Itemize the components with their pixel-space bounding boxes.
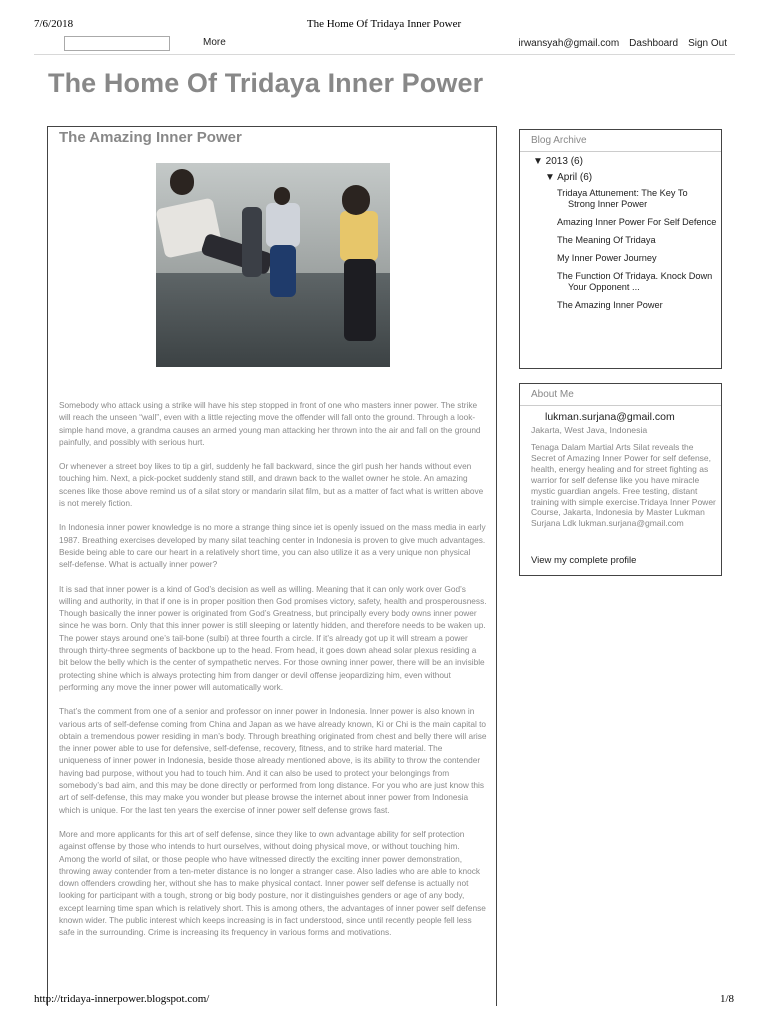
post-container [47,126,497,1006]
archive-post-link[interactable]: The Meaning Of Tridaya [557,235,656,245]
blog-archive-widget [519,129,722,369]
photo-figure-woman-pants [344,259,376,341]
photo-figure-center-man-legs [270,245,296,297]
archive-month-toggle[interactable]: ▼ April (6) [545,172,593,183]
photo-figure-woman-shirt [340,211,378,261]
print-page-number: 1/8 [719,993,734,1005]
post-paragraph: That’s the comment from one of a senior and professor on inner power in Indonesia. Inner power is also known in various arts of self-defense coming from China and Japan as we have already known, Ki or Chi is the main capital to obtain a tremendous power residing in man’s body. Through breathing originated from chest and belly there will arise the inner power able to use for defensive, self-defense, recovery, fitness, and to strike hard material. The uniqueness of inner power in Indonesia, beside those already mentioned above, is its ability to throw the contender having bad purpose, without you had to touch him. And it can also be used to protect your belongings from somebody’s bad aim, and this may be done directly or performed from long distance. For you who are just know this art of self-defense, this may make you wonder but please browse the internet about inner power from Indonesia which is unique. For the last ten years the exercise of inner power self defense grows fast. [59,706,487,815]
post-paragraph: In Indonesia inner power knowledge is no more a strange thing since iet is openly issued on the mass media in early 1987. Breathing exercises developed by many silat teaching center in Indonesia is proven to give much advantages. Beside being able to care our heart in a relatively short time, you can also utilize it as a very unique non physical self-defense. What is actually inner power? [59,522,486,570]
archive-post-link[interactable]: My Inner Power Journey [557,253,657,263]
archive-post-link[interactable]: The Amazing Inner Power [557,300,663,310]
post-title[interactable]: The Amazing Inner Power [59,129,242,146]
navbar-user-links [518,38,727,49]
archive-post-link[interactable]: Tridaya Attunement: The Key To Strong Inner Power [557,188,688,209]
post-paragraph: It is sad that inner power is a kind of God’s decision as well as willing. Meaning that it can only work over God’s willing and authority, in that if one is in proper position then God promises victory, safety, health and prosperousness. Though basically the inner power is originated from God’s Greatness, but principally every body owns inner power since he was born. Only that this inner power is still sleeping or latently hidden, and therefore needs to be waken up. The power stays around one’s tail-bone (sulbi) at three fourth a circle. If it’s already got up it will stream a power through thirty-three segments of backbone up to the head. From head, it goes down ahead solar plexus residing a bit below the belly which is the center of sympathetic nerves. For those owning inner power, there will be an invisible protecting shine which is always protecting him from danger or devil offense jeopardizing him, even without performing any move the inner power will automatically work. [59,583,487,692]
print-date: 7/6/2018 [34,18,74,30]
print-document-title: The Home Of Tridaya Inner Power [306,18,462,30]
navbar-more-link[interactable]: More [203,37,226,48]
navbar-sign-out-link[interactable]: Sign Out [688,38,727,49]
about-location: Jakarta, West Java, Indonesia [531,425,648,435]
archive-post-list [557,188,717,318]
navbar-search-input[interactable] [64,36,170,51]
post-paragraph: Somebody who attack using a strike will have his step stopped in front of one who masters inner power. The strike will reach the unseen “wall”, even with a little rejecting move the offender will fall onto the ground. Through a look-simple hand move, a grandma causes an armed young man attacking her thrown into the air and fall on the ground painfully, and possibly with serious hurt. [59,400,481,447]
archive-post-link[interactable]: Amazing Inner Power For Self Defence [557,217,717,227]
post-paragraph: Or whenever a street boy likes to tip a girl, suddenly he fall backward, since the girl push her hands without even touching him. Next, a pick-pocket suddenly stand still, and drawn back to the wallet owner he stole. An amazing scenes like those above remind us of a silat story or mandarin silat film, but as a matter of fact what is written above is not merely fiction. [59,461,484,509]
photo-figure-head-3 [342,185,370,215]
archive-post-link[interactable]: The Function Of Tridaya. Knock Down Your Opponent ... [557,271,713,292]
post-paragraph: More and more applicants for this art of self defense, since they like to own advantage ability for self protection against offense by those who intends to hurt ourselves, without doing physical move, or without touching him. Among the world of silat, or those people who have witnessed directly the exciting inner power demonstration, throwing away contender from a ten-meter distance is no longer a stranger case. Also ladies who are able to knock down offenders crowding her, without she has to make physical contact. Inner power self defense is actually not looking for participant with a tough, strong or big body posture, nor it distinguishes genders or age of any body, except learning time span which is relatively short. This is among others, the advantages of inner power self defense known wider. The public interest which keeps increasing is in fact understood, since until recently people fell less safe in the surrounding. Crime is increasing its frequency in various forms and motivations. [59,828,486,938]
photo-figure-center-man [266,203,300,247]
post-body [59,399,487,951]
view-profile-link[interactable]: View my complete profile [531,555,637,566]
blog-archive-title: Blog Archive [520,130,721,152]
navbar-dashboard-link[interactable]: Dashboard [629,38,679,49]
blogger-navbar [34,33,735,55]
archive-year-toggle[interactable]: ▼ 2013 (6) [533,156,583,167]
photo-figure-head-2 [274,187,290,205]
blog-title[interactable]: The Home Of Tridaya Inner Power [48,68,484,98]
photo-figure-head-1 [170,169,194,195]
about-description: Tenaga Dalam Martial Arts Silat reveals the Secret of Amazing Inner Power for self defense, health, energy healing and for street fighting as warrior for self defense like you have miracle mystic guardian angels. Free testing, distant training with simple exercise.Tridaya Inner Power Course, Jakarta, Indonesia by Master Lukman Surjana Ldk lukman.surjana@gmail.com [531,442,716,529]
print-url: http://tridaya-innerpower.blogspot.com/ [34,993,210,1005]
about-me-widget [519,383,722,576]
post-photo [156,163,390,367]
about-me-title: About Me [520,384,721,406]
about-email-link[interactable]: lukman.surjana@gmail.com [545,411,675,423]
photo-figure-background-man [242,207,262,277]
navbar-user-email: irwansyah@gmail.com [518,38,620,49]
